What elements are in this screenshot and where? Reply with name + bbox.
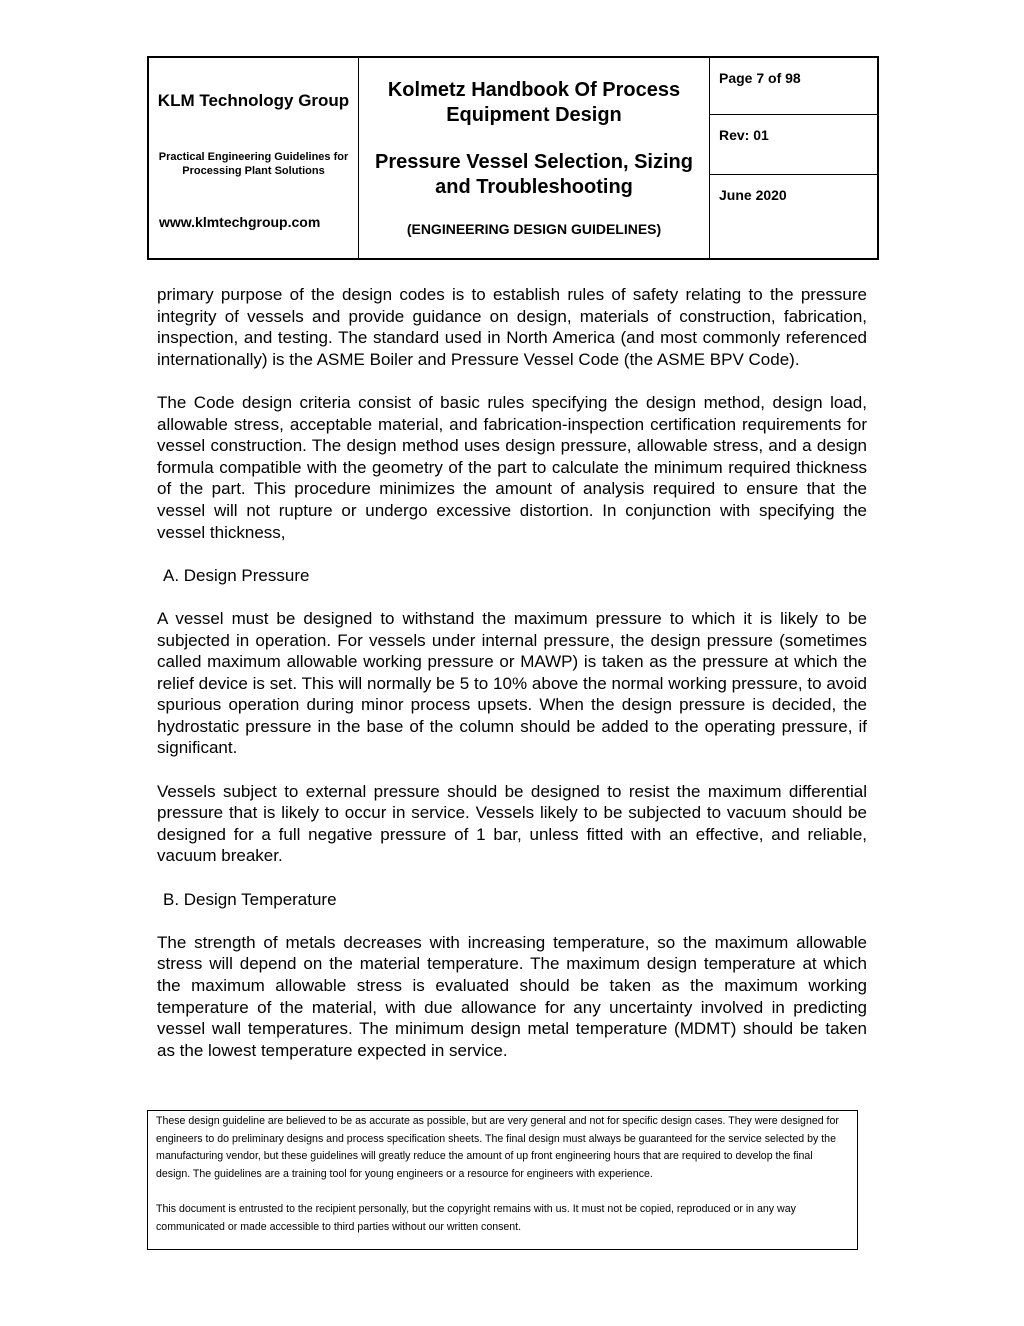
page-number: Page 7 of 98	[719, 70, 801, 86]
header-meta-cell	[710, 58, 877, 258]
copyright-text: This document is entrusted to the recipient personally, but the copyright remains with us. It must not be copied, reproduced or in any way communicated or made accessible to third parties without our written consent.	[156, 1202, 796, 1233]
disclaimer-box	[147, 1110, 858, 1250]
section-heading-design-pressure: A. Design Pressure	[163, 565, 310, 585]
page-number-cell	[710, 58, 877, 115]
issue-date: June 2020	[719, 187, 787, 203]
paragraph-design-codes: primary purpose of the design codes is to establish rules of safety relating to the pressure integrity of vessels and provide guidance on design, materials of construction, fabrication, inspection, and testing. The standard used in North America (and most commonly referenced internationally) is the ASME Boiler and Pressure Vessel Code (the ASME BPV Code).	[157, 285, 867, 369]
paragraph-external-pressure: Vessels subject to external pressure should be designed to resist the maximum differential pressure that is likely to occur in service. Vessels likely to be subjected to vacuum should be designed for a full negative pressure of 1 bar, unless fitted with an effective, and reliable, vacuum breaker.	[157, 781, 867, 866]
page-body	[157, 284, 867, 1061]
handbook-title: Kolmetz Handbook Of Process Equipment Design	[387, 79, 681, 126]
paragraph-design-pressure: A vessel must be designed to withstand the maximum pressure to which it is likely to be subjected in operation. For vessels under internal pressure, the design pressure (sometimes called maximum allowable working pressure or MAWP) is taken as the pressure at which the relief device is set. This will normally be 5 to 10% above the normal working pressure, to avoid spurious operation during minor process upsets. When the design pressure is decided, the hydrostatic pressure in the base of the column should be added to the operating pressure, if significant.	[157, 608, 867, 758]
revision: Rev: 01	[719, 127, 769, 143]
company-tagline: Practical Engineering Guidelines for Processing Plant Solutions	[158, 151, 349, 177]
document-title: Pressure Vessel Selection, Sizing and Troubleshooting	[375, 151, 693, 198]
header-company-cell	[149, 58, 359, 258]
revision-cell	[710, 115, 877, 175]
disclaimer-text: These design guideline are believed to be as accurate as possible, but are very general and not for specific design cases. They were designed for engineers to do preliminary designs and process specification sheets. The final design must always be guaranteed for the service selected by the manufacturing vendor, but these guidelines will greatly reduce the amount of up front engineering hours that are required to develop the final design. The guidelines are a training tool for young engineers or a resource for engineers with experience.	[156, 1115, 839, 1180]
company-website: www.klmtechgroup.com	[159, 214, 321, 230]
guideline-label: (ENGINEERING DESIGN GUIDELINES)	[406, 221, 662, 237]
header-title-cell	[359, 58, 710, 258]
company-name: KLM Technology Group	[157, 91, 350, 110]
section-heading-design-temperature: B. Design Temperature	[163, 889, 337, 909]
date-cell	[710, 175, 877, 258]
paragraph-code-criteria: The Code design criteria consist of basic rules specifying the design method, design load, allowable stress, acceptable material, and fabrication-inspection certification requirements for vessel construction. The design method uses design pressure, allowable stress, and a design formula compatible with the geometry of the part to calculate the minimum required thickness of the part. This procedure minimizes the amount of analysis required to ensure that the vessel will not rupture or undergo excessive distortion. In conjunction with specifying the vessel thickness,	[157, 392, 867, 542]
paragraph-design-temperature: The strength of metals decreases with increasing temperature, so the maximum allowable stress will depend on the material temperature. The maximum design temperature at which the maximum allowable stress is evaluated should be taken as the maximum working temperature of the material, with due allowance for any uncertainty involved in predicting vessel wall temperatures. The minimum design metal temperature (MDMT) should be taken as the lowest temperature expected in service.	[157, 932, 867, 1060]
document-header	[147, 56, 879, 260]
